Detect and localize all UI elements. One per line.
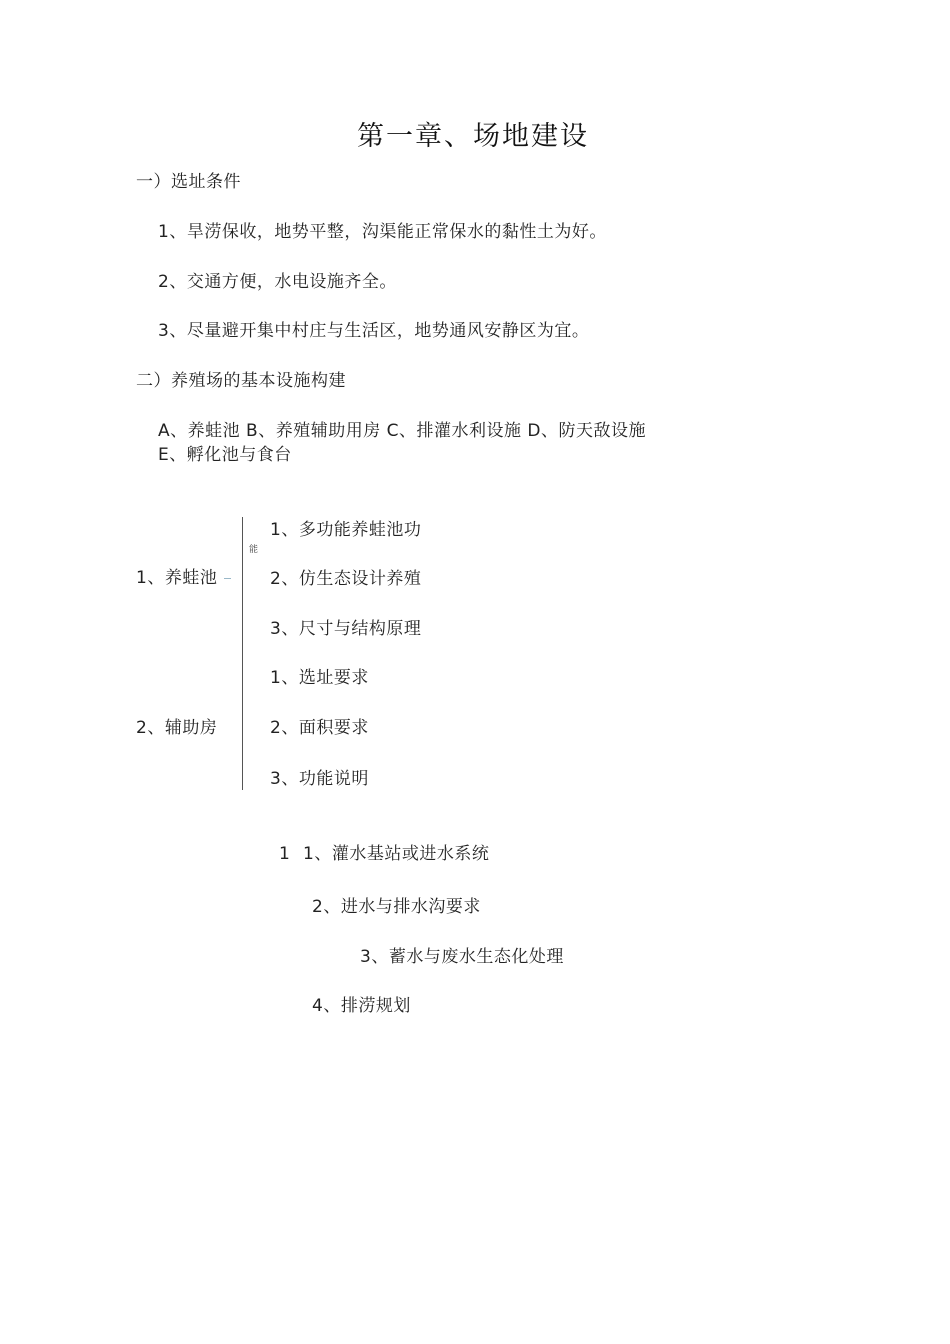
bracket-item: 1、选址要求 — [270, 668, 369, 688]
site-condition-item: 2、交通方便，水电设施齐全。 — [158, 272, 397, 292]
bracket-item: 2、面积要求 — [270, 718, 369, 738]
facilities-list-line: A、养蛙池 B、养殖辅助用房 C、排灌水利设施 D、防天敌设施 — [158, 421, 646, 441]
site-condition-item: 3、尽量避开集中村庄与生活区，地势通风安静区为宜。 — [158, 321, 590, 341]
site-condition-item: 1、旱涝保收，地势平整，沟渠能正常保水的黏性土为好。 — [158, 222, 607, 242]
water-marker: 1 — [279, 844, 291, 864]
bracket-item: 3、功能说明 — [270, 769, 369, 789]
bracket-item: 1、多功能养蛙池功 — [270, 520, 422, 540]
section-heading-site-selection: 一）选址条件 — [136, 172, 241, 192]
section-heading-facilities: 二）养殖场的基本设施构建 — [136, 371, 346, 391]
page-title: 第一章、场地建设 — [357, 121, 589, 152]
water-item: 4、排涝规划 — [312, 996, 411, 1016]
bracket-item: 3、尺寸与结构原理 — [270, 619, 422, 639]
bracket-group-label: 1、养蛙池 — [136, 568, 218, 588]
bracket-group-label: 2、辅助房 — [136, 718, 218, 738]
water-item: 3、蓄水与废水生态化处理 — [360, 947, 564, 967]
facilities-list-line: E、孵化池与食台 — [158, 445, 292, 465]
water-item: 1、灌水基站或进水系统 — [303, 844, 490, 864]
bracket-item-overflow: 能 — [249, 545, 259, 555]
bracket-connector — [224, 578, 231, 579]
bracket-item: 2、仿生态设计养殖 — [270, 569, 422, 589]
bracket-line — [242, 517, 243, 790]
water-item: 2、进水与排水沟要求 — [312, 897, 481, 917]
